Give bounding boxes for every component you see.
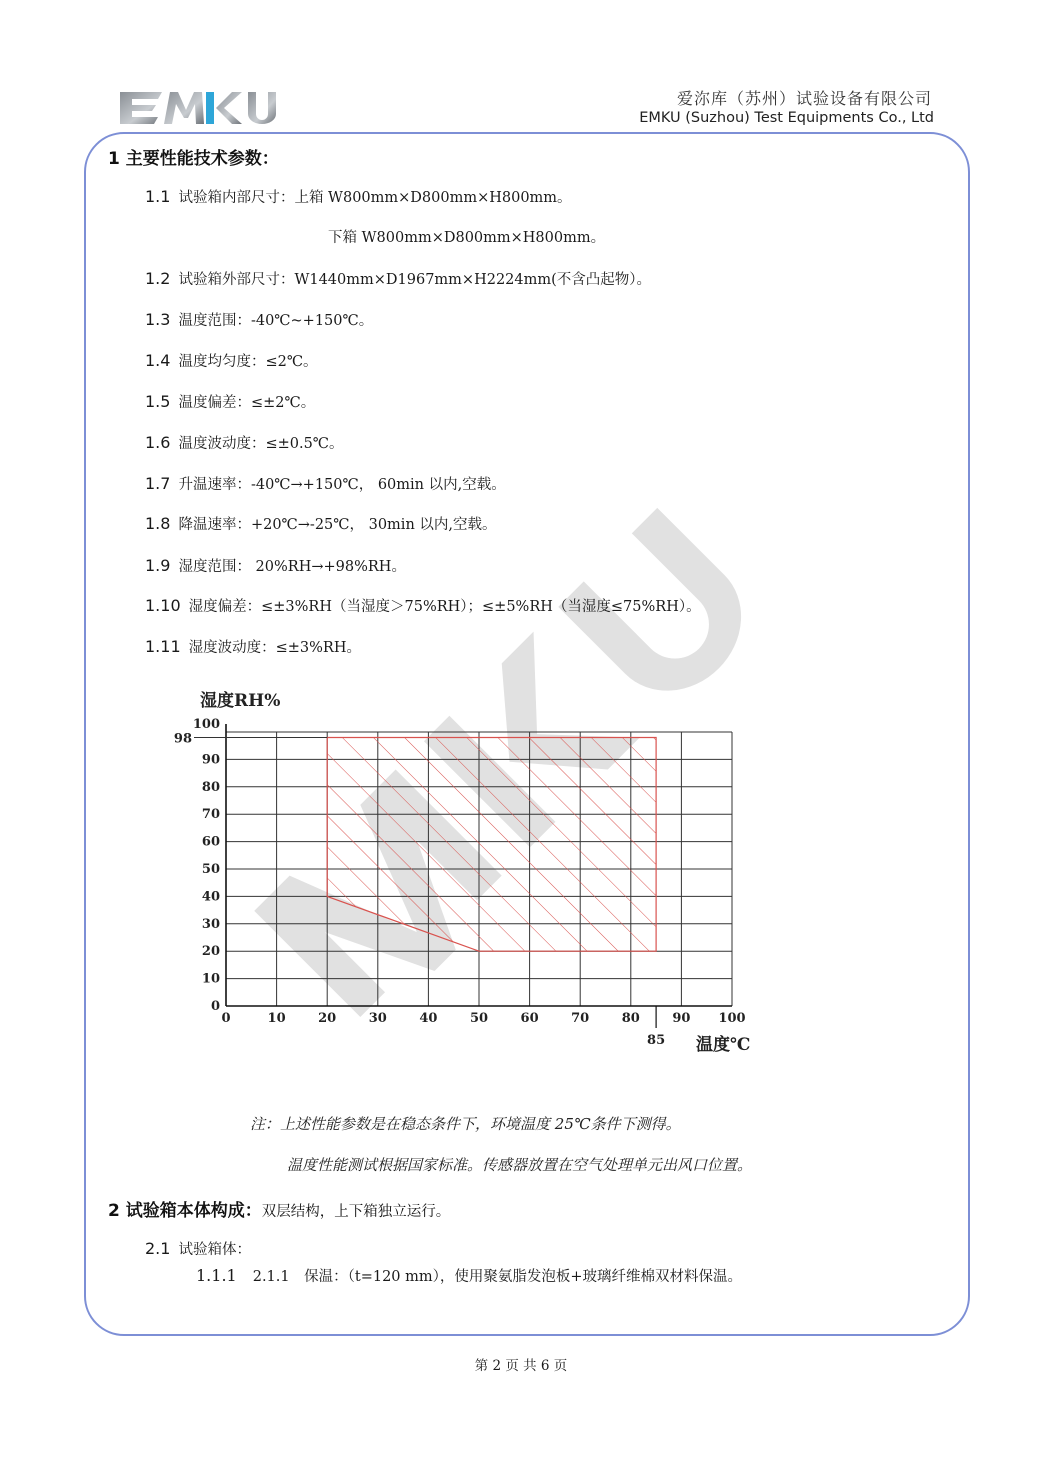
y-tick-label: 90: [201, 752, 220, 768]
spec-item: 1.1 试验箱内部尺寸：上箱 W800mm×D800mm×H800mm。: [145, 187, 572, 206]
x-tick-label: 30: [368, 1011, 387, 1026]
x-tick-label: 0: [221, 1011, 231, 1026]
subsection-2-1-1: 1.1.1 2.1.1 保温：（t=120 mm），使用聚氨脂发泡板+玻璃纤维棉双材料保温。: [196, 1266, 743, 1285]
humidity-temperature-chart: [160, 680, 780, 1070]
section-2-title: [108, 1196, 450, 1221]
x-tick-label: 40: [419, 1011, 438, 1026]
y-tick-label: 20: [201, 944, 220, 960]
spec-item: 1.9 湿度范围： 20%RH→+98%RH。: [145, 556, 406, 575]
y-tick-label: 10: [201, 971, 220, 987]
page-footer: 第 2 页 共 6 页: [474, 1358, 568, 1374]
x-tick-label: 100: [718, 1011, 746, 1026]
y-tick-label: 40: [201, 889, 220, 905]
section-1-heading: 主要性能技术参数：: [125, 149, 279, 169]
emku-logo: [118, 86, 286, 130]
x-tick-label: 50: [469, 1011, 489, 1026]
spec-item: 1.3 温度范围：-40℃~+150℃。: [145, 310, 374, 329]
operating-region: [327, 737, 656, 951]
y-tick-label: 80: [201, 779, 220, 795]
spec-item: 下箱 W800mm×D800mm×H800mm。: [328, 230, 606, 246]
section-2-heading: 试验箱本体构成：: [125, 1201, 262, 1221]
y-axis-label: 湿度RH%: [200, 691, 281, 711]
y-extra-tick-label: 98: [173, 731, 192, 747]
x-tick-label: 60: [520, 1011, 539, 1026]
spec-item: 1.8 降温速率：+20℃→-25℃， 30min 以内,空载。: [145, 514, 497, 533]
section-2-desc: 双层结构，上下箱独立运行。: [261, 1204, 451, 1220]
x-tick-label: 10: [267, 1011, 286, 1026]
x-tick-label: 80: [621, 1011, 640, 1026]
company-name-cn: 爱沵库（苏州）试验设备有限公司: [676, 89, 932, 108]
x-extra-tick-label: 85: [647, 1033, 666, 1048]
section-1-number: 1: [108, 149, 120, 169]
spec-item: 1.5 温度偏差：≤±2℃。: [145, 392, 316, 411]
x-tick-label: 20: [318, 1011, 337, 1026]
spec-item: 1.2 试验箱外部尺寸：W1440mm×D1967mm×H2224mm(不含凸起物）。: [145, 269, 652, 288]
note-line-1: 注：上述性能参数是在稳态条件下，环境温度 25℃条件下测得。: [250, 1115, 681, 1133]
spec-item: 1.4 温度均匀度：≤2℃。: [145, 351, 318, 370]
y-tick-label: 30: [201, 916, 220, 932]
spec-item: 1.11 湿度波动度：≤±3%RH。: [145, 637, 361, 656]
y-tick-label: 0: [210, 999, 220, 1014]
company-name-en: EMKU (Suzhou) Test Equipments Co., Ltd: [639, 110, 934, 126]
x-tick-label: 90: [672, 1011, 691, 1026]
section-2-number: 2: [108, 1201, 120, 1221]
spec-item: 1.7 升温速率：-40℃→+150℃， 60min 以内,空载。: [145, 474, 506, 493]
spec-item: 1.10 湿度偏差：≤±3%RH（当湿度＞75%RH）；≤±5%RH（当湿度≤75%RH）。: [145, 596, 701, 615]
spec-item: 1.6 温度波动度：≤±0.5℃。: [145, 433, 344, 452]
section-1-title: [108, 144, 279, 169]
note-line-2: 温度性能测试根据国家标准。传感器放置在空气处理单元出风口位置。: [287, 1156, 753, 1174]
y-tick-label: 100: [192, 717, 220, 732]
y-tick-label: 60: [201, 834, 220, 850]
x-axis-label: 温度℃: [696, 1035, 751, 1055]
y-tick-label: 50: [201, 862, 220, 877]
subsection-2-1: 2.1 试验箱体：: [145, 1239, 251, 1258]
x-tick-label: 70: [571, 1011, 590, 1026]
y-tick-label: 70: [201, 807, 220, 823]
